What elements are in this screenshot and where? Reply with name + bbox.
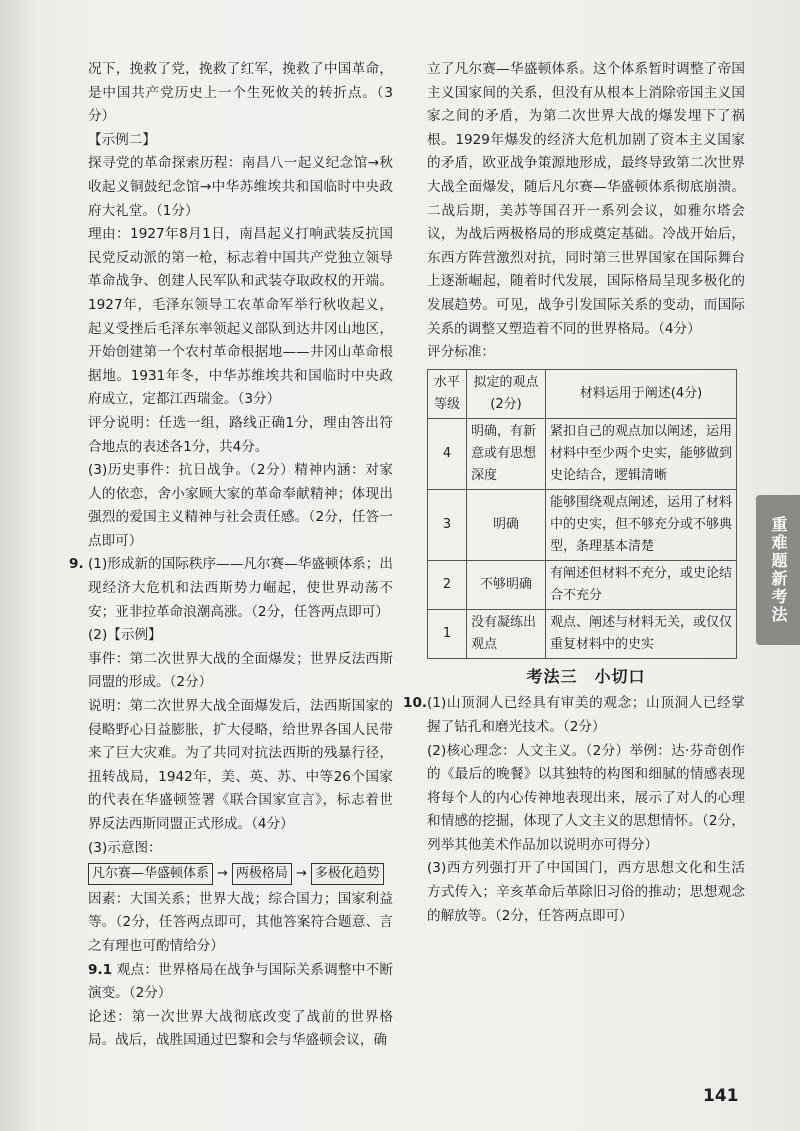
scoring-note: 评分说明：任选一组，路线正确1分，理由答出符合地点的表述各1分，共4分。 — [88, 414, 393, 455]
diagram-box-versailles: 凡尔赛—华盛顿体系 — [88, 863, 213, 885]
table-header: 水平等级 — [428, 369, 467, 418]
paragraph: 说明：第二次世界大战全面爆发后，法西斯国家的侵略野心日益膨胀，扩大侵略，给世界各国人民带来了巨大灾难。为了共同对抗法西斯的残暴行径，扭转战局，1942年，美、英、苏、中等26个国家的代表在华盛顿签署《联合国家宣言》，标志着世界反法西斯同盟正式形成。（4分） — [88, 698, 393, 832]
question-9-1 — [88, 959, 393, 1006]
paragraph: (2)核心理念：人文主义。（2分）举例：达·芬奇创作的《最后的晚餐》以其独特的构图和细腻的情感表现将每个人的内心传神地表现出来，展示了对人的心理和情感的挖掘，体现了人文主义的思想情怀。（2分，列举其他美术作品加以说明亦可得分） — [427, 742, 745, 853]
table-cell: 3 — [428, 489, 467, 560]
page-number: 141 — [703, 1086, 739, 1106]
table-cell: 明确 — [467, 489, 546, 560]
table-cell: 有阐述但材料不充分，或史论结合不充分 — [546, 560, 737, 609]
table-cell: 观点、阐述与材料无关，或仅仅重复材料中的史实 — [546, 609, 737, 658]
table-row — [428, 560, 737, 609]
table-cell: 不够明确 — [467, 560, 546, 609]
paragraph: 探寻党的革命探索历程：南昌八一起义纪念馆→秋收起义铜鼓纪念馆→中华苏维埃共和国临时中央政府大礼堂。（1分） — [88, 155, 393, 219]
scoring-label: 评分标准： — [427, 344, 495, 361]
question-9 — [69, 553, 393, 624]
arrow-icon: → — [295, 866, 307, 882]
paragraph: 事件：第二次世界大战的全面爆发；世界反法西斯同盟的形成。（2分） — [88, 650, 393, 691]
question-10 — [403, 692, 745, 739]
subquestion-number: 9.1 — [88, 961, 113, 978]
table-cell: 4 — [428, 418, 467, 489]
right-column — [403, 58, 745, 928]
paragraph: 因素：大国关系；世界大战；综合国力；国家利益等。（2分，任答两点即可，其他答案符合题意、言之有理也可酌情给分） — [88, 890, 393, 954]
flow-diagram — [88, 862, 393, 886]
diagram-box-multipolar: 多极化趋势 — [311, 863, 384, 885]
diagram-label: (3)示意图： — [88, 839, 162, 856]
diagram-box-bipolar: 两极格局 — [232, 863, 292, 885]
example-label: 【示例二】 — [88, 131, 156, 148]
table-row — [428, 418, 737, 489]
paragraph: (3)历史事件：抗日战争。（2分）精神内涵：对家人的依恋，舍小家顾大家的革命奉献精神；体现出强烈的爱国主义精神与社会责任感。（2分，任答一点即可） — [88, 462, 393, 549]
paragraph: 立了凡尔赛—华盛顿体系。这个体系暂时调整了帝国主义国家间的关系，但没有从根本上消除帝国主义国家之间的矛盾，为第二次世界大战的爆发埋下了祸根。1929年爆发的经济大危机加剧了资本主义国家的矛盾，欧亚战争策源地形成，最终导致第二次世界大战全面爆发，随后凡尔赛—华盛顿体系彻底崩溃。二战后期，美苏等国召开一系列会议，如雅尔塔会议，为战后两极格局的形成奠定基础。冷战开始后，东西方阵营激烈对抗，同时第三世界国家在国际舞台上逐渐崛起，随着时代发展，国际格局呈现多极化的发展趋势。可见，战争引发国际关系的变动，而国际关系的调整又塑造着不同的世界格局。（4分） — [427, 61, 745, 337]
arrow-icon: → — [217, 866, 228, 882]
answer-text: (1)山顶洞人已经具有审美的观念；山顶洞人已经掌握了钻孔和磨光技术。（2分） — [427, 695, 745, 735]
paragraph: 况下，挽救了党，挽救了红军，挽救了中国革命，是中国共产党历史上一个生死攸关的转折点。（3分） — [88, 61, 393, 125]
table-row — [428, 489, 737, 560]
table-row — [428, 609, 737, 658]
table-cell: 1 — [428, 609, 467, 658]
left-column — [69, 58, 393, 1053]
table-header-row — [428, 369, 737, 418]
answer-text: (1)形成新的国际秩序——凡尔赛—华盛顿体系；出现经济大危机和法西斯势力崛起，使世界动荡不安；亚非拉革命浪潮高涨。（2分，任答两点即可） — [88, 556, 393, 620]
scoring-table — [427, 369, 737, 659]
paragraph: 论述：第一次世界大战彻底改变了战前的世界格局。战后，战胜国通过巴黎和会与华盛顿会议，确 — [88, 1008, 393, 1049]
table-cell: 明确，有新意或有思想深度 — [467, 418, 546, 489]
question-number: 9. — [69, 556, 84, 573]
example-label: (2)【示例】 — [88, 627, 162, 644]
answer-text: 观点：世界格局在战争与国际关系调整中不断演变。（2分） — [88, 961, 393, 1002]
table-cell: 紧扣自己的观点加以阐述，运用材料中至少两个史实，能够做到史论结合，逻辑清晰 — [546, 418, 737, 489]
table-header: 拟定的观点(2分) — [467, 369, 546, 418]
question-number: 10. — [403, 695, 428, 712]
paragraph: 理由：1927年8月1日，南昌起义打响武装反抗国民党反动派的第一枪，标志着中国共产党独立领导革命战争、创建人民军队和武装夺取政权的开端。1927年，毛泽东领导工农革命军举行秋收起义，起义受挫后毛泽东率领起义部队到达井冈山地区，开始创建第一个农村革命根据地——井冈山革命根据地。1931年冬，中华苏维埃共和国临时中央政府成立，定都江西瑞金。（3分） — [88, 226, 393, 408]
section-title: 考法三 小切口 — [526, 666, 646, 686]
table-header: 材料运用于阐述(4分) — [546, 369, 737, 418]
side-tab: 重难题新考法 — [756, 495, 800, 645]
table-cell: 没有凝练出观点 — [467, 609, 546, 658]
table-cell: 2 — [428, 560, 467, 609]
paragraph: (3)西方列强打开了中国国门，西方思想文化和生活方式传入；辛亥革命后革除旧习俗的推动；思想观念的解放等。（2分，任答两点即可） — [427, 860, 745, 924]
table-cell: 能够围绕观点阐述，运用了材料中的史实，但不够充分或不够典型，条理基本清楚 — [546, 489, 737, 560]
